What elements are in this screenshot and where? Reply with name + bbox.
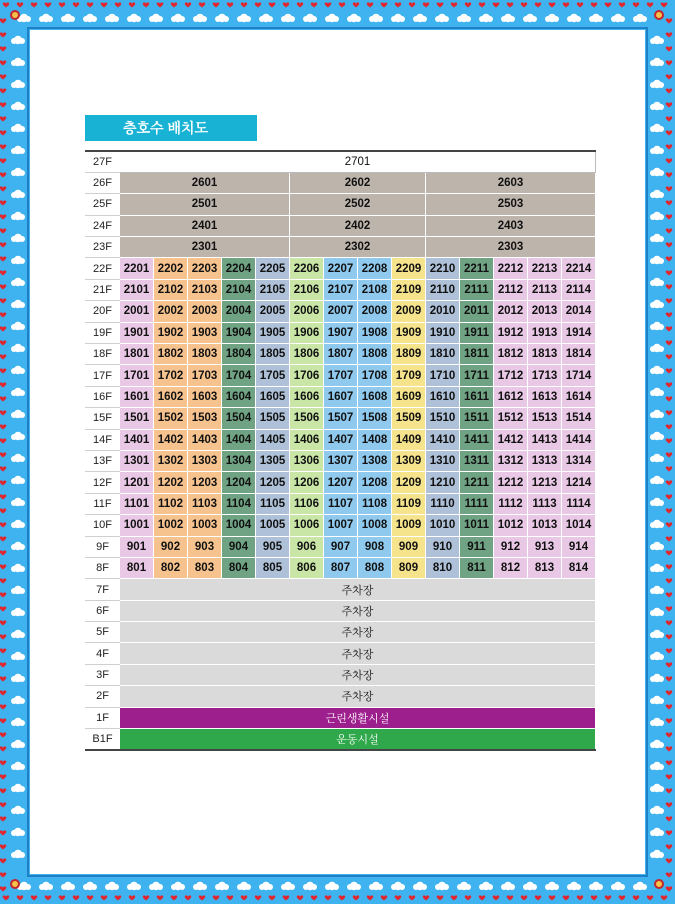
floor-row: [86, 664, 596, 685]
unit-cell: 1305: [256, 450, 290, 471]
unit-cell: 1904: [222, 322, 256, 343]
floor-row: [86, 301, 596, 322]
unit-cell: 2214: [562, 258, 596, 279]
floor-row: [86, 686, 596, 707]
unit-cell: 801: [120, 557, 154, 578]
unit-cell: 901: [120, 536, 154, 557]
unit-cell: 2211: [460, 258, 494, 279]
unit-cell: 1611: [460, 386, 494, 407]
unit-cell: 1506: [290, 408, 324, 429]
floor-plan-table: [85, 150, 596, 751]
unit-cell: 1113: [528, 493, 562, 514]
unit-cell: 1201: [120, 472, 154, 493]
unit-cell: 1902: [154, 322, 188, 343]
unit-cell: 903: [188, 536, 222, 557]
floor-label: 18F: [86, 344, 120, 365]
unit-cell: 1207: [324, 472, 358, 493]
floor-label: 8F: [86, 557, 120, 578]
park-cell: 주차장: [120, 579, 596, 600]
unit-cell: 1202: [154, 472, 188, 493]
unit-cell: 2502: [290, 194, 426, 215]
unit-cell: 912: [494, 536, 528, 557]
unit-cell: 1006: [290, 515, 324, 536]
floor-label: 11F: [86, 493, 120, 514]
unit-cell: 808: [358, 557, 392, 578]
unit-cell: 2109: [392, 279, 426, 300]
unit-cell: 1003: [188, 515, 222, 536]
unit-cell: 2303: [426, 237, 596, 258]
unit-cell: 1504: [222, 408, 256, 429]
corner-ornament: [654, 10, 664, 20]
unit-cell: 2207: [324, 258, 358, 279]
unit-cell: 1802: [154, 344, 188, 365]
unit-cell: 2501: [120, 194, 290, 215]
unit-cell: 1205: [256, 472, 290, 493]
unit-cell: 1806: [290, 344, 324, 365]
floor-label: 15F: [86, 408, 120, 429]
unit-cell: 1601: [120, 386, 154, 407]
unit-cell: 1109: [392, 493, 426, 514]
unit-cell: 2103: [188, 279, 222, 300]
unit-cell: 1609: [392, 386, 426, 407]
unit-cell: 913: [528, 536, 562, 557]
unit-cell: 1812: [494, 344, 528, 365]
unit-cell: 1403: [188, 429, 222, 450]
unit-cell: 1413: [528, 429, 562, 450]
unit-cell: 1908: [358, 322, 392, 343]
floor-row: [86, 258, 596, 279]
unit-cell: 1510: [426, 408, 460, 429]
floor-row: [86, 344, 596, 365]
floor-row: [86, 172, 596, 193]
unit-cell: 803: [188, 557, 222, 578]
unit-cell: 910: [426, 536, 460, 557]
unit-cell: 1105: [256, 493, 290, 514]
unit-cell: 1610: [426, 386, 460, 407]
floor-row: [86, 237, 596, 258]
unit-cell: 2011: [460, 301, 494, 322]
floor-row: [86, 707, 596, 728]
unit-cell: 2106: [290, 279, 324, 300]
unit-cell: 1402: [154, 429, 188, 450]
unit-cell: 2603: [426, 172, 596, 193]
unit-cell: 1901: [120, 322, 154, 343]
unit-cell: 914: [562, 536, 596, 557]
floor-row: [86, 215, 596, 236]
unit-cell: 1706: [290, 365, 324, 386]
unit-cell: 2208: [358, 258, 392, 279]
unit-cell: 1208: [358, 472, 392, 493]
unit-cell: 1808: [358, 344, 392, 365]
unit-cell: 2601: [120, 172, 290, 193]
floor-row: [86, 493, 596, 514]
unit-cell: 2113: [528, 279, 562, 300]
unit-cell: 2212: [494, 258, 528, 279]
unit-cell: 1313: [528, 450, 562, 471]
unit-cell: 2401: [120, 215, 290, 236]
unit-cell: 2101: [120, 279, 154, 300]
unit-cell: 1909: [392, 322, 426, 343]
floor-label: 16F: [86, 386, 120, 407]
unit-cell: 904: [222, 536, 256, 557]
park-cell: 주차장: [120, 686, 596, 707]
unit-cell: 1002: [154, 515, 188, 536]
sports-cell: 운동시설: [120, 729, 596, 750]
unit-cell: 1612: [494, 386, 528, 407]
unit-cell: 1203: [188, 472, 222, 493]
corner-ornament: [10, 10, 20, 20]
unit-cell: 1607: [324, 386, 358, 407]
unit-cell: 2114: [562, 279, 596, 300]
unit-cell: 2503: [426, 194, 596, 215]
unit-cell: 2104: [222, 279, 256, 300]
floor-row: [86, 151, 596, 172]
unit-cell: 1910: [426, 322, 460, 343]
unit-cell: 1803: [188, 344, 222, 365]
unit-cell: 1405: [256, 429, 290, 450]
unit-cell: 2205: [256, 258, 290, 279]
unit-cell: 1801: [120, 344, 154, 365]
unit-cell: 2202: [154, 258, 188, 279]
unit-cell: 2210: [426, 258, 460, 279]
unit-cell: 2001: [120, 301, 154, 322]
unit-cell: 1308: [358, 450, 392, 471]
unit-cell: 1602: [154, 386, 188, 407]
unit-cell: 2102: [154, 279, 188, 300]
unit-cell: 2014: [562, 301, 596, 322]
unit-cell: 1309: [392, 450, 426, 471]
floor-row: [86, 429, 596, 450]
unit-cell: 1012: [494, 515, 528, 536]
unit-cell: 905: [256, 536, 290, 557]
unit-cell: 1008: [358, 515, 392, 536]
unit-cell: 1701: [120, 365, 154, 386]
floor-row: [86, 386, 596, 407]
unit-cell: 1009: [392, 515, 426, 536]
unit-cell: 2402: [290, 215, 426, 236]
unit-cell: 1310: [426, 450, 460, 471]
unit-cell: 1606: [290, 386, 324, 407]
floor-label: 21F: [86, 279, 120, 300]
floor-label: 24F: [86, 215, 120, 236]
floor-label: 25F: [86, 194, 120, 215]
unit-cell: 1112: [494, 493, 528, 514]
unit-cell: 1408: [358, 429, 392, 450]
unit-cell: 1214: [562, 472, 596, 493]
unit-cell: 1810: [426, 344, 460, 365]
unit-cell: 1613: [528, 386, 562, 407]
unit-cell: 2013: [528, 301, 562, 322]
floor-row: [86, 194, 596, 215]
unit-cell: 814: [562, 557, 596, 578]
unit-cell: 1306: [290, 450, 324, 471]
unit-cell: 1707: [324, 365, 358, 386]
floor-label: 12F: [86, 472, 120, 493]
floor-label: 4F: [86, 643, 120, 664]
unit-cell: 1511: [460, 408, 494, 429]
unit-cell: 1312: [494, 450, 528, 471]
unit-cell: 1907: [324, 322, 358, 343]
unit-cell: 1311: [460, 450, 494, 471]
unit-cell: 1713: [528, 365, 562, 386]
unit-cell: 1108: [358, 493, 392, 514]
unit-cell: 1007: [324, 515, 358, 536]
unit-cell: 2007: [324, 301, 358, 322]
unit-cell: 1004: [222, 515, 256, 536]
floor-row: [86, 472, 596, 493]
floor-label: 20F: [86, 301, 120, 322]
unit-cell: 906: [290, 536, 324, 557]
floor-row: [86, 557, 596, 578]
floor-row: [86, 579, 596, 600]
unit-cell: 2213: [528, 258, 562, 279]
unit-cell: 1809: [392, 344, 426, 365]
park-cell: 주차장: [120, 643, 596, 664]
unit-cell: 2002: [154, 301, 188, 322]
unit-cell: 1711: [460, 365, 494, 386]
floor-row: [86, 365, 596, 386]
floor-label: 22F: [86, 258, 120, 279]
unit-cell: 809: [392, 557, 426, 578]
unit-cell: 2701: [120, 151, 596, 172]
unit-cell: 1709: [392, 365, 426, 386]
unit-cell: 1513: [528, 408, 562, 429]
unit-cell: 1501: [120, 408, 154, 429]
floor-row: [86, 536, 596, 557]
unit-cell: 1712: [494, 365, 528, 386]
floor-row: [86, 622, 596, 643]
unit-cell: 2010: [426, 301, 460, 322]
unit-cell: 2004: [222, 301, 256, 322]
unit-cell: 1404: [222, 429, 256, 450]
floor-row: [86, 643, 596, 664]
unit-cell: 2008: [358, 301, 392, 322]
unit-cell: 1710: [426, 365, 460, 386]
unit-cell: 1514: [562, 408, 596, 429]
unit-cell: 804: [222, 557, 256, 578]
unit-cell: 1204: [222, 472, 256, 493]
unit-cell: 911: [460, 536, 494, 557]
unit-cell: 2009: [392, 301, 426, 322]
unit-cell: 1303: [188, 450, 222, 471]
unit-cell: 1401: [120, 429, 154, 450]
unit-cell: 1913: [528, 322, 562, 343]
floor-label: 14F: [86, 429, 120, 450]
unit-cell: 1314: [562, 450, 596, 471]
floor-label: 2F: [86, 686, 120, 707]
unit-cell: 806: [290, 557, 324, 578]
unit-cell: 1106: [290, 493, 324, 514]
unit-cell: 1407: [324, 429, 358, 450]
unit-cell: 2602: [290, 172, 426, 193]
unit-cell: 909: [392, 536, 426, 557]
unit-cell: 1213: [528, 472, 562, 493]
floor-label: 1F: [86, 707, 120, 728]
unit-cell: 2111: [460, 279, 494, 300]
unit-cell: 1604: [222, 386, 256, 407]
unit-cell: 2003: [188, 301, 222, 322]
unit-cell: 1603: [188, 386, 222, 407]
unit-cell: 1507: [324, 408, 358, 429]
unit-cell: 1805: [256, 344, 290, 365]
unit-cell: 1512: [494, 408, 528, 429]
unit-cell: 1702: [154, 365, 188, 386]
unit-cell: 1005: [256, 515, 290, 536]
unit-cell: 2403: [426, 215, 596, 236]
unit-cell: 1110: [426, 493, 460, 514]
unit-cell: 1011: [460, 515, 494, 536]
unit-cell: 1912: [494, 322, 528, 343]
floor-label: 5F: [86, 622, 120, 643]
floor-label: 13F: [86, 450, 120, 471]
floor-label: 26F: [86, 172, 120, 193]
unit-cell: 1414: [562, 429, 596, 450]
unit-cell: 1814: [562, 344, 596, 365]
floor-label: 10F: [86, 515, 120, 536]
corner-ornament: [654, 879, 664, 889]
unit-cell: 807: [324, 557, 358, 578]
unit-layout-table: [85, 150, 596, 751]
unit-cell: 2204: [222, 258, 256, 279]
unit-cell: 1807: [324, 344, 358, 365]
unit-cell: 2108: [358, 279, 392, 300]
unit-cell: 907: [324, 536, 358, 557]
unit-cell: 1813: [528, 344, 562, 365]
floor-label: 7F: [86, 579, 120, 600]
unit-cell: 1505: [256, 408, 290, 429]
unit-cell: 805: [256, 557, 290, 578]
unit-cell: 2209: [392, 258, 426, 279]
unit-cell: 2301: [120, 237, 290, 258]
unit-cell: 2006: [290, 301, 324, 322]
unit-cell: 1906: [290, 322, 324, 343]
unit-cell: 1101: [120, 493, 154, 514]
unit-cell: 1608: [358, 386, 392, 407]
unit-cell: 2110: [426, 279, 460, 300]
page-title: 층호수 배치도: [85, 115, 257, 141]
floor-row: [86, 515, 596, 536]
unit-cell: 1410: [426, 429, 460, 450]
unit-cell: 1804: [222, 344, 256, 365]
unit-cell: 813: [528, 557, 562, 578]
unit-cell: 2005: [256, 301, 290, 322]
unit-cell: 1010: [426, 515, 460, 536]
unit-cell: 908: [358, 536, 392, 557]
unit-cell: 811: [460, 557, 494, 578]
unit-cell: 1111: [460, 493, 494, 514]
unit-cell: 1302: [154, 450, 188, 471]
unit-cell: 1903: [188, 322, 222, 343]
floor-row: [86, 600, 596, 621]
floor-label: 19F: [86, 322, 120, 343]
unit-cell: 2012: [494, 301, 528, 322]
unit-cell: 1104: [222, 493, 256, 514]
unit-cell: 1103: [188, 493, 222, 514]
park-cell: 주차장: [120, 664, 596, 685]
unit-cell: 1107: [324, 493, 358, 514]
floor-row: [86, 729, 596, 750]
unit-cell: 1307: [324, 450, 358, 471]
unit-cell: 1509: [392, 408, 426, 429]
unit-cell: 902: [154, 536, 188, 557]
unit-cell: 1614: [562, 386, 596, 407]
unit-cell: 1304: [222, 450, 256, 471]
unit-cell: 1508: [358, 408, 392, 429]
unit-cell: 2201: [120, 258, 154, 279]
corner-ornament: [10, 879, 20, 889]
unit-cell: 1411: [460, 429, 494, 450]
unit-cell: 1013: [528, 515, 562, 536]
unit-cell: 1412: [494, 429, 528, 450]
floor-row: [86, 450, 596, 471]
unit-cell: 812: [494, 557, 528, 578]
floor-label: 17F: [86, 365, 120, 386]
unit-cell: 1206: [290, 472, 324, 493]
unit-cell: 1014: [562, 515, 596, 536]
unit-cell: 1911: [460, 322, 494, 343]
unit-cell: 1409: [392, 429, 426, 450]
unit-cell: 1212: [494, 472, 528, 493]
unit-cell: 1704: [222, 365, 256, 386]
unit-cell: 1210: [426, 472, 460, 493]
unit-cell: 1914: [562, 322, 596, 343]
unit-cell: 1502: [154, 408, 188, 429]
park-cell: 주차장: [120, 622, 596, 643]
unit-cell: 1605: [256, 386, 290, 407]
unit-cell: 1708: [358, 365, 392, 386]
floor-label: B1F: [86, 729, 120, 750]
floor-label: 6F: [86, 600, 120, 621]
unit-cell: 1209: [392, 472, 426, 493]
unit-cell: 802: [154, 557, 188, 578]
floor-row: [86, 279, 596, 300]
floor-label: 9F: [86, 536, 120, 557]
unit-cell: 2105: [256, 279, 290, 300]
floor-label: 27F: [86, 151, 120, 172]
floor-row: [86, 408, 596, 429]
unit-cell: 2302: [290, 237, 426, 258]
unit-cell: 2112: [494, 279, 528, 300]
floor-label: 23F: [86, 237, 120, 258]
unit-cell: 1301: [120, 450, 154, 471]
park-cell: 주차장: [120, 600, 596, 621]
unit-cell: 1714: [562, 365, 596, 386]
unit-cell: 1703: [188, 365, 222, 386]
unit-cell: 1102: [154, 493, 188, 514]
unit-cell: 1705: [256, 365, 290, 386]
facility-cell: 근린생활시설: [120, 707, 596, 728]
unit-cell: 1406: [290, 429, 324, 450]
unit-cell: 1905: [256, 322, 290, 343]
unit-cell: 1811: [460, 344, 494, 365]
unit-cell: 810: [426, 557, 460, 578]
floor-label: 3F: [86, 664, 120, 685]
unit-cell: 2203: [188, 258, 222, 279]
unit-cell: 1503: [188, 408, 222, 429]
floor-row: [86, 322, 596, 343]
unit-cell: 1211: [460, 472, 494, 493]
unit-cell: 2206: [290, 258, 324, 279]
unit-cell: 1114: [562, 493, 596, 514]
unit-cell: 1001: [120, 515, 154, 536]
unit-cell: 2107: [324, 279, 358, 300]
